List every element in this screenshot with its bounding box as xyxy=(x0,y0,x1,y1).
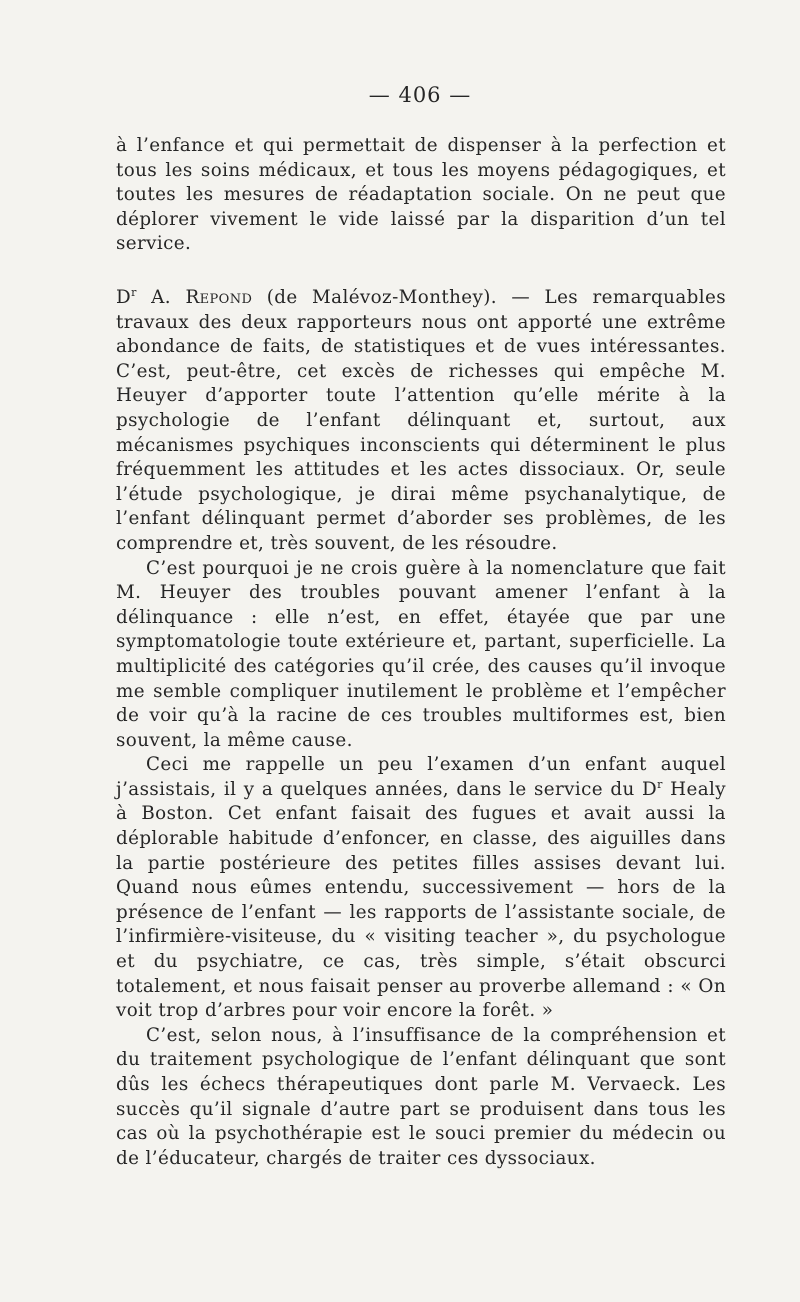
paragraph-text: (de Malévoz-Monthey). — Les remarquables travaux des deux rapporteurs nous ont apporté une extrême abondance de faits, de statistiques et de vues intéressantes. C’est, peut-être, cet excès de richesses qui empêche M. Heuyer d’apporter toute l’attention qu’elle mérite à la psychologie de l’enfant délinquant et, surtout, aux mécanismes psychiques inconscients qui déterminent le plus fréquemment les attitudes et les actes dissociaux. Or, seule l’étude psychologique, je dirai même psychanalytique, de l’enfant délinquant permet d’aborder ses problèmes, de les comprendre et, très souvent, de les résoudre. xyxy=(116,287,726,554)
doctor-abbreviation: D xyxy=(116,287,132,308)
discussion-text-block xyxy=(116,286,726,1171)
paragraph-nomenclature: C’est pourquoi je ne crois guère à la nomenclature que fait M. Heuyer des troubles pouvant amener l’enfant à la délinquance : elle n’est, en effet, étayée que par une symptomatologie toute extérieure et, partant, superficielle. La multiplicité des catégories qu’il crée, des causes qu’il invoque me semble compliquer inutilement le problème et l’empêcher de voir qu’à la racine de ces troubles multiformes est, bien souvent, la même cause. xyxy=(116,557,726,751)
doctor-superscript: r xyxy=(131,286,137,299)
speaker-initial: A. xyxy=(136,287,186,308)
page-number: — 406 — xyxy=(368,83,472,107)
paragraph-conclusion: C’est, selon nous, à l’insuffisance de la compréhension et du traitement psychologique de l’enfant délinquant que sont dûs les échecs thérapeutiques dont parle M. Vervaeck. Les succès qu’il signale d’autre part se produisent dans tous les cas où la psychothérapie est le souci premier du médecin ou de l’éducateur, chargés de traiter ces dyssociaux. xyxy=(116,1024,726,1169)
speaker-name: Repond xyxy=(185,287,253,308)
paragraph-healy-example xyxy=(116,753,726,1024)
paragraph-text: Ceci me rappelle un peu l’examen d’un enfant auquel j’assistais, il y a quelques années, dans le service du D xyxy=(116,754,726,800)
paragraph-continuation: à l’enfance et qui permettait de dispenser à la perfection et tous les soins médicaux, et tous les moyens pédagogiques, et toutes les mesures de réadaptation sociale. On ne peut que déplorer vivement le vide laissé par la disparition d’un tel service. xyxy=(116,135,726,255)
doctor-superscript: r xyxy=(657,777,663,791)
continuation-text-block xyxy=(116,134,726,257)
paragraph-repond-intro xyxy=(116,286,726,557)
paragraph-text: Healy à Boston. Cet enfant faisait des fugues et avait aussi la déplorable habitude d’enfoncer, en classe, des aiguilles dans la partie postérieure des petites filles assises devant lui. Quand nous eûmes entendu, successivement — hors de la présence de l’enfant — les rapports de l’assistante sociale, de l’infirmière-visiteuse, du « visiting teacher », du psychologue et du psychiatre, ce cas, très simple, s’était obscurci totalement, et nous faisait penser au proverbe allemand : « On voit trop d’arbres pour voir encore la forêt. » xyxy=(116,778,727,1022)
